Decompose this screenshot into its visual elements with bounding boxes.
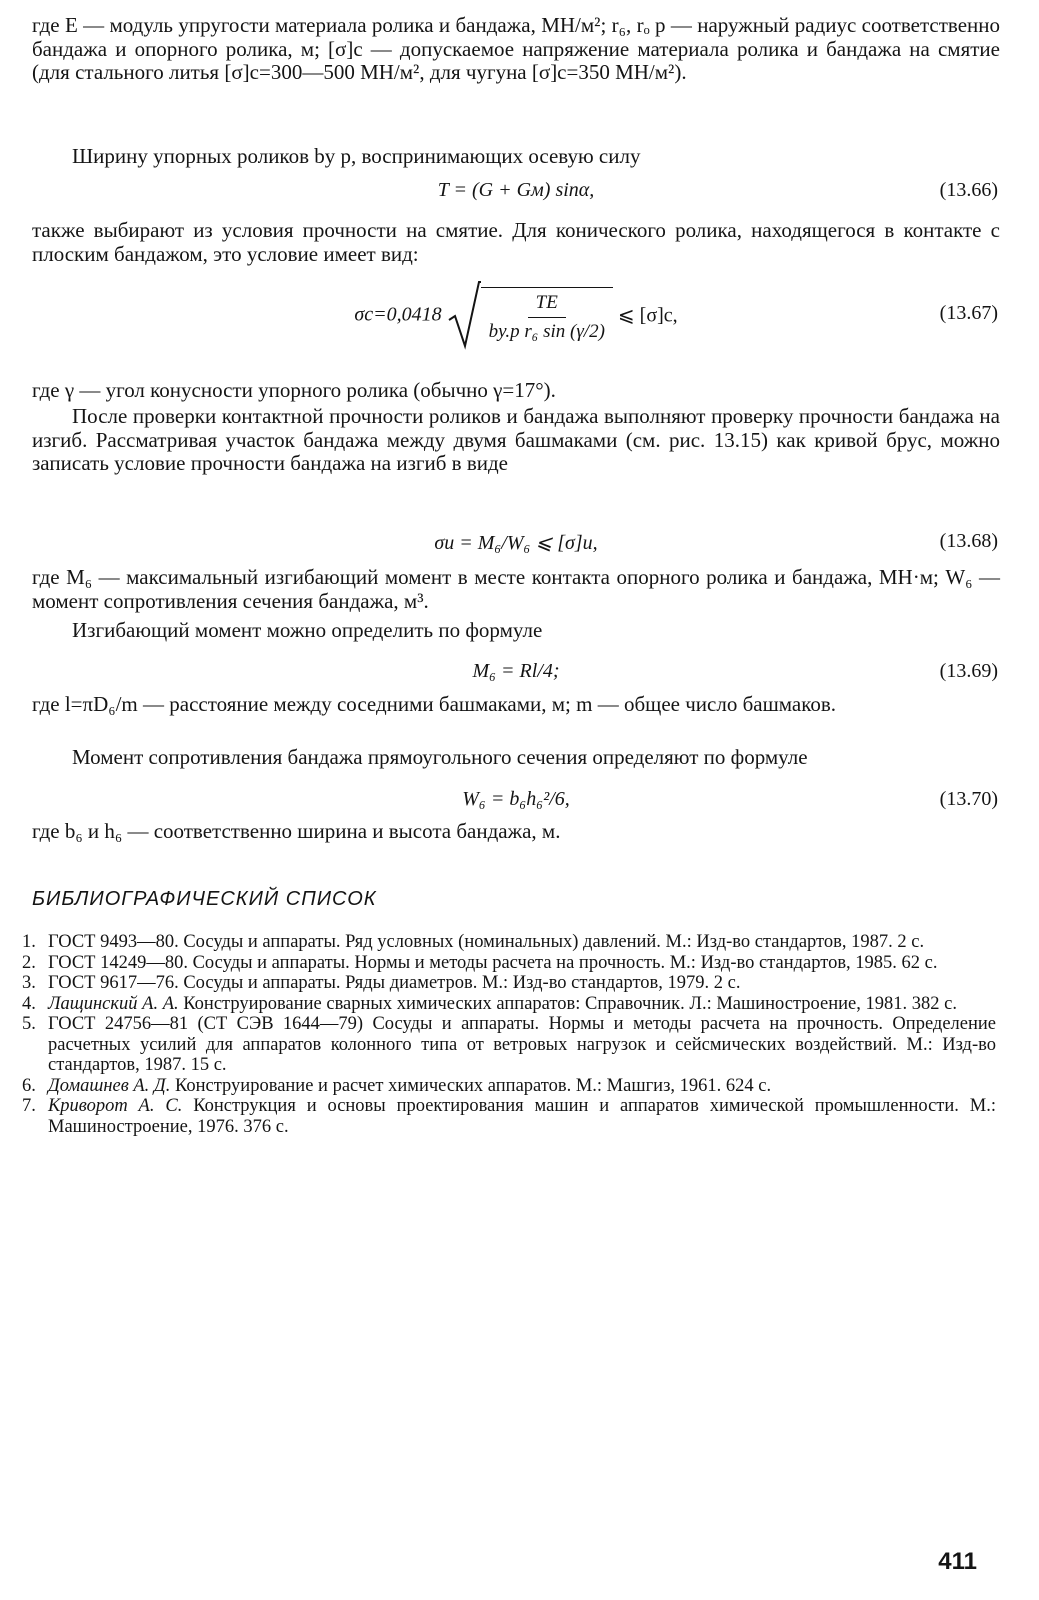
formula-13-69 bbox=[32, 660, 1000, 686]
formula-number: (13.67) bbox=[939, 302, 998, 324]
formula-number: (13.68) bbox=[939, 530, 998, 552]
formula-13-70 bbox=[32, 788, 1000, 814]
paragraph-crush-condition: также выбирают из условия прочности на смятие. Для конического ролика, находящегося в контакте с плоским бандажом, это условие имеет вид: bbox=[32, 218, 1000, 266]
radical-sign-icon bbox=[447, 280, 481, 350]
bibliography-list bbox=[22, 932, 996, 1137]
formula-expression: M₆ = Rl/4; bbox=[472, 660, 560, 682]
formula-13-68 bbox=[32, 530, 1000, 556]
paragraph-section-modulus-intro: Момент сопротивления бандажа прямоугольного сечения определяют по формуле bbox=[72, 745, 808, 769]
page-number: 411 bbox=[938, 1548, 977, 1575]
bibliography-item: 5. ГОСТ 24756—81 (СТ СЭВ 1644—79) Сосуды и аппараты. Нормы и методы расчета на прочность. Определение расчетных усилий для аппаратов колонного типа от ветровых нагрузок и сейсмических воздействий. М.: Изд-во стандартов, 1987. 15 с. bbox=[22, 1014, 996, 1075]
formula-13-66 bbox=[32, 179, 1000, 205]
formula-expression: W₆ = b₆h₆²/6, bbox=[462, 788, 570, 810]
paragraph-thrust-roller-width: Ширину упорных роликов bу р, воспринимающих осевую силу bbox=[72, 144, 641, 168]
paragraph-bending-check: После проверки контактной прочности роликов и бандажа выполняют проверку прочности бандажа на изгиб. Рассматривая участок бандажа между двумя башмаками (см. рис. 13.15) как кривой брус, можно записать условие прочности бандажа на изгиб в виде bbox=[32, 404, 1000, 475]
bibliography-item: 6. Домашнев А. Д. Конструирование и расчет химических аппаратов. М.: Машгиз, 1961. 624 с. bbox=[22, 1075, 772, 1096]
formula-expression: σи = M₆/W₆ ⩽ [σ]и, bbox=[434, 532, 598, 554]
bibliography-item: 4. Лащинский А. А. Конструирование сварных химических аппаратов: Справочник. Л.: Машиностроение, 1981. 382 с. bbox=[22, 993, 957, 1014]
bibliography-item: 1. ГОСТ 9493—80. Сосуды и аппараты. Ряд условных (номинальных) давлений. М.: Изд-во стандартов, 1987. 2 с. bbox=[22, 932, 925, 952]
paragraph-tire-dimensions: где b₆ и h₆ — соответственно ширина и высота бандажа, м. bbox=[32, 819, 561, 843]
formula-lhs: σс=0,0418 bbox=[354, 303, 442, 326]
square-root bbox=[447, 280, 613, 350]
paragraph-bending-moment-definition: где M₆ — максимальный изгибающий момент в месте контакта опорного ролика и бандажа, МН·м; W₆ — момент сопротивления сечения бандажа, м³. bbox=[32, 565, 1000, 613]
paragraph-shoe-distance: где l=πD₆/m — расстояние между соседними башмаками, м; m — общее число башмаков. bbox=[32, 692, 837, 716]
bibliography-item: 7. Криворот А. С. Конструкция и основы проектирования машин и аппаратов химической промышленности. М.: Машиностроение, 1976. 376 с. bbox=[22, 1096, 997, 1137]
formula-rhs: ⩽ [σ]с, bbox=[617, 304, 678, 327]
formula-number: (13.66) bbox=[939, 179, 998, 201]
fraction-numerator: TE bbox=[528, 292, 566, 318]
formula-number: (13.70) bbox=[939, 788, 998, 810]
paragraph-moment-formula-intro: Изгибающий момент можно определить по формуле bbox=[72, 618, 543, 642]
formula-number: (13.69) bbox=[939, 660, 998, 682]
formula-13-67 bbox=[32, 280, 1000, 352]
paragraph-cone-angle: где γ — угол конусности упорного ролика (обычно γ=17°). bbox=[32, 378, 556, 402]
fraction bbox=[481, 287, 613, 343]
fraction-denominator: bу.р r₆ sin (γ/2) bbox=[488, 321, 605, 342]
formula-expression: T = (G + Gм) sinα, bbox=[437, 179, 595, 201]
bibliography-item: 3. ГОСТ 9617—76. Сосуды и аппараты. Ряды диаметров. М.: Изд-во стандартов, 1979. 2 с. bbox=[22, 973, 741, 993]
bibliography-heading: БИБЛИОГРАФИЧЕСКИЙ СПИСОК bbox=[32, 888, 377, 910]
paragraph-modulus-definition: где E — модуль упругости материала ролика и бандажа, МН/м²; r₆, rₒ р — наружный радиус соответственно бандажа и опорного ролика, м; [σ]с — допускаемое напряжение материала ролика и бандажа на смятие (для стального литья [σ]с=300—500 МН/м², для чугуна [σ]с=350 МН/м²). bbox=[32, 13, 1000, 84]
bibliography-item: 2. ГОСТ 14249—80. Сосуды и аппараты. Нормы и методы расчета на прочность. М.: Изд-во стандартов, 1985. 62 с. bbox=[22, 952, 938, 973]
